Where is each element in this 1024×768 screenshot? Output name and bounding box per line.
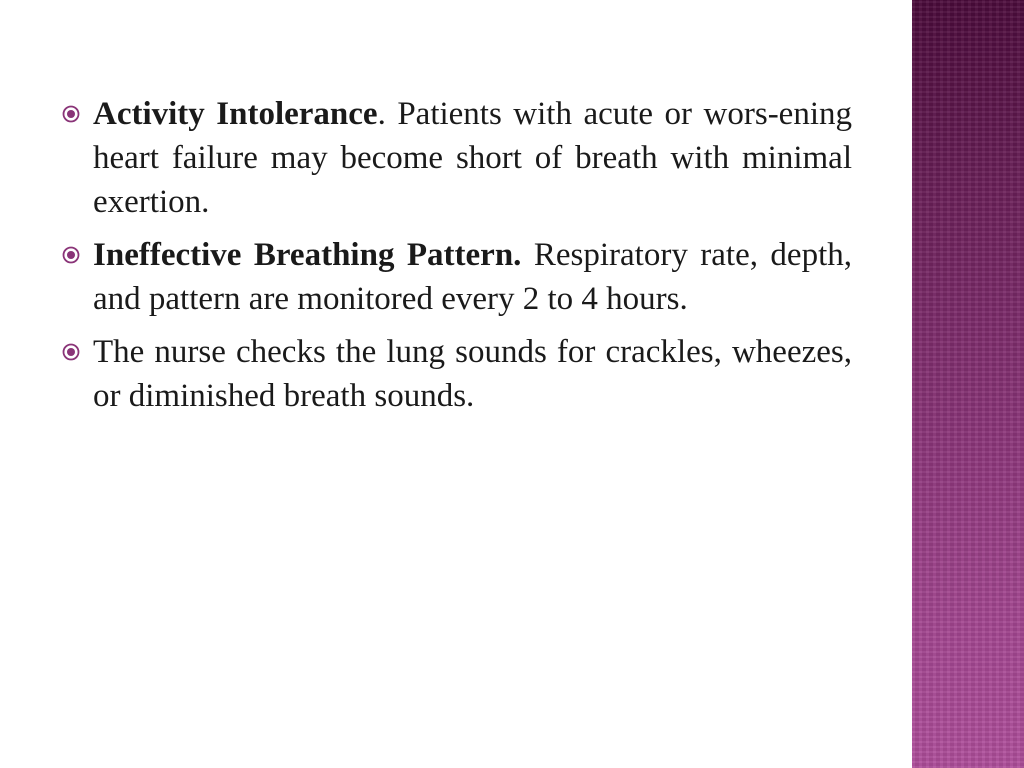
bullet-text: The nurse checks the lung sounds for crackles, wheezes, or diminished breath sounds. [93, 334, 852, 414]
bullet-list [62, 92, 852, 427]
bullet-text: Respiratory rate, depth, and pattern are monitored every 2 to 4 hours. [93, 237, 852, 317]
bullet-item-lung-sounds [62, 330, 852, 418]
bullet-circle-icon [62, 105, 80, 123]
bullet-heading: Activity Intolerance [93, 96, 378, 132]
bullet-circle-icon [62, 343, 80, 361]
bullet-heading: Ineffective Breathing Pattern. [93, 237, 522, 273]
bullet-circle-icon [62, 246, 80, 264]
bullet-item-activity-intolerance [62, 92, 852, 224]
bullet-text: . Patients with acute or wors-ening heart failure may become short of breath with minimal exertion. [93, 96, 852, 220]
bullet-item-ineffective-breathing-pattern [62, 233, 852, 321]
decorative-side-band [912, 0, 1024, 768]
